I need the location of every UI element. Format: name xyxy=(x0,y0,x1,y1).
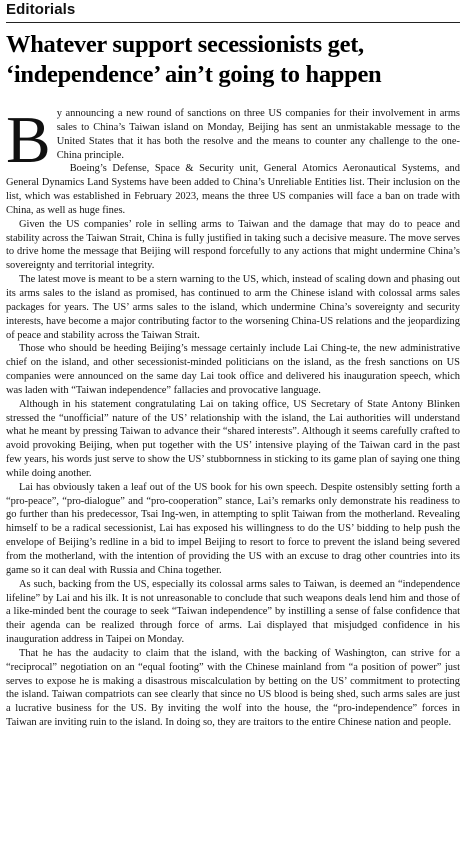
body-paragraph: That he has the audacity to claim that the island, with the backing of Washington, can strive for a “reciprocal” negotiation on an “equal footing” with the Chinese mainland from “a position of power” just serves to expose he is making a disastrous miscalculation by betting on the US’ commitment to protecting the island. Taiwan compatriots can see clearly that since no US blood is being shed, such arms sales are just a lucrative business for the US. By inviting the wolf into the house, the “pro-independence” forces in Taiwan are inviting ruin to the island. In doing so, they are traitors to the entire Chinese nation and people. xyxy=(6,647,460,729)
body-paragraph: Given the US companies’ role in selling arms to Taiwan and the damage that may do to peace and stability across the Taiwan Strait, China is fully justified in taking such a decisive measure. The move serves to drive home the message that Beijing will respond forcefully to any actions that might undermine China’s sovereignty and territorial integrity. xyxy=(6,218,460,272)
body-paragraph: Those who should be heeding Beijing’s message certainly include Lai Ching-te, the new administrative chief on the island, and other secessionist-minded politicians on the island, as the fresh sanctions on US companies were announced on the same day Lai took office and delivered his inauguration speech, which was laden with “Taiwan independence” fallacies and provocative language. xyxy=(6,343,460,396)
body-paragraph: The latest move is meant to be a stern warning to the US, which, instead of scaling down and phasing out its arms sales to the island as promised, has continued to arm the Chinese island with colossal arms sales packages for years. The US’ arms sales to the island, which undermine China’s sovereignty and security interests, have become a major contributing factor to the worsening China-US relations and the jeopardizing of peace and stability across the Taiwan Strait. xyxy=(6,274,460,341)
lead-paragraph-text: y announcing a new round of sanctions on three US companies for their involvement in arms sales to China’s Taiwan island on Monday, Beijing has sent an unmistakable message to the United States that it has both the resolve and the means to counter any challenge to the one-China principle. xyxy=(56,108,460,161)
body-paragraph: Lai has obviously taken a leaf out of the US book for his own speech. Despite ostensibly setting forth a “pro-peace”, “pro-dialogue” and “pro-cooperation” stance, Lai’s remarks only demonstrate his readiness to go further than his predecessor, Tsai Ing-wen, in attempting to split Taiwan from the motherland. Revealing himself to be a radical secessionist, Lai has exposed his willingness to do the US’ bidding to help push the envelope of Beijing’s redline in a bid to impel Beijing to resort to force to prevent the island being severed from the motherland, with the intention of providing the US with an excuse to drag other countries into its game so it can deal with Russia and China together. xyxy=(6,481,460,576)
body-paragraph: Although in his statement congratulating Lai on taking office, US Secretary of State Antony Blinken stressed the “unofficial” nature of the US’ relationship with the island, the Lai authorities will understand what he meant by pressing Taiwan to advance their “shared interests”. Although it seems carefully crafted to avoid provoking Beijing, when put together with the US’ intensive playing of the Taiwan card in the past few years, his words just serve to show the US’ stubbornness in sticking to its game plan of saying one thing while doing another. xyxy=(6,398,460,479)
drop-cap: B xyxy=(6,103,51,177)
section-divider xyxy=(6,22,460,23)
body-paragraph: As such, backing from the US, especially its colossal arms sales to Taiwan, is deemed an “independence lifeline” by Lai and his ilk. It is not unreasonable to conclude that such weapons deals lend him and those of a like-minded bent the courage to seek “Taiwan independence” by instilling a sense of false confidence that their agenda can be realized through force of arms. Lai displayed that misjudged confidence in his inauguration address in Taipei on Monday. xyxy=(6,578,460,646)
lead-paragraph xyxy=(6,103,460,177)
article-body xyxy=(6,103,460,730)
section-label: Editorials xyxy=(6,1,76,18)
headline: Whatever support secessionists get, ‘independence’ ain’t going to happen xyxy=(6,31,382,88)
body-paragraph: Boeing’s Defense, Space & Security unit, General Atomics Aeronautical Systems, and General Dynamics Land Systems have been added to China’s Unreliable Entities list. Their inclusion on the list, which was established in February 2023, means the three US companies will face a ban on trade with China, as well as huge fines. xyxy=(6,163,460,216)
